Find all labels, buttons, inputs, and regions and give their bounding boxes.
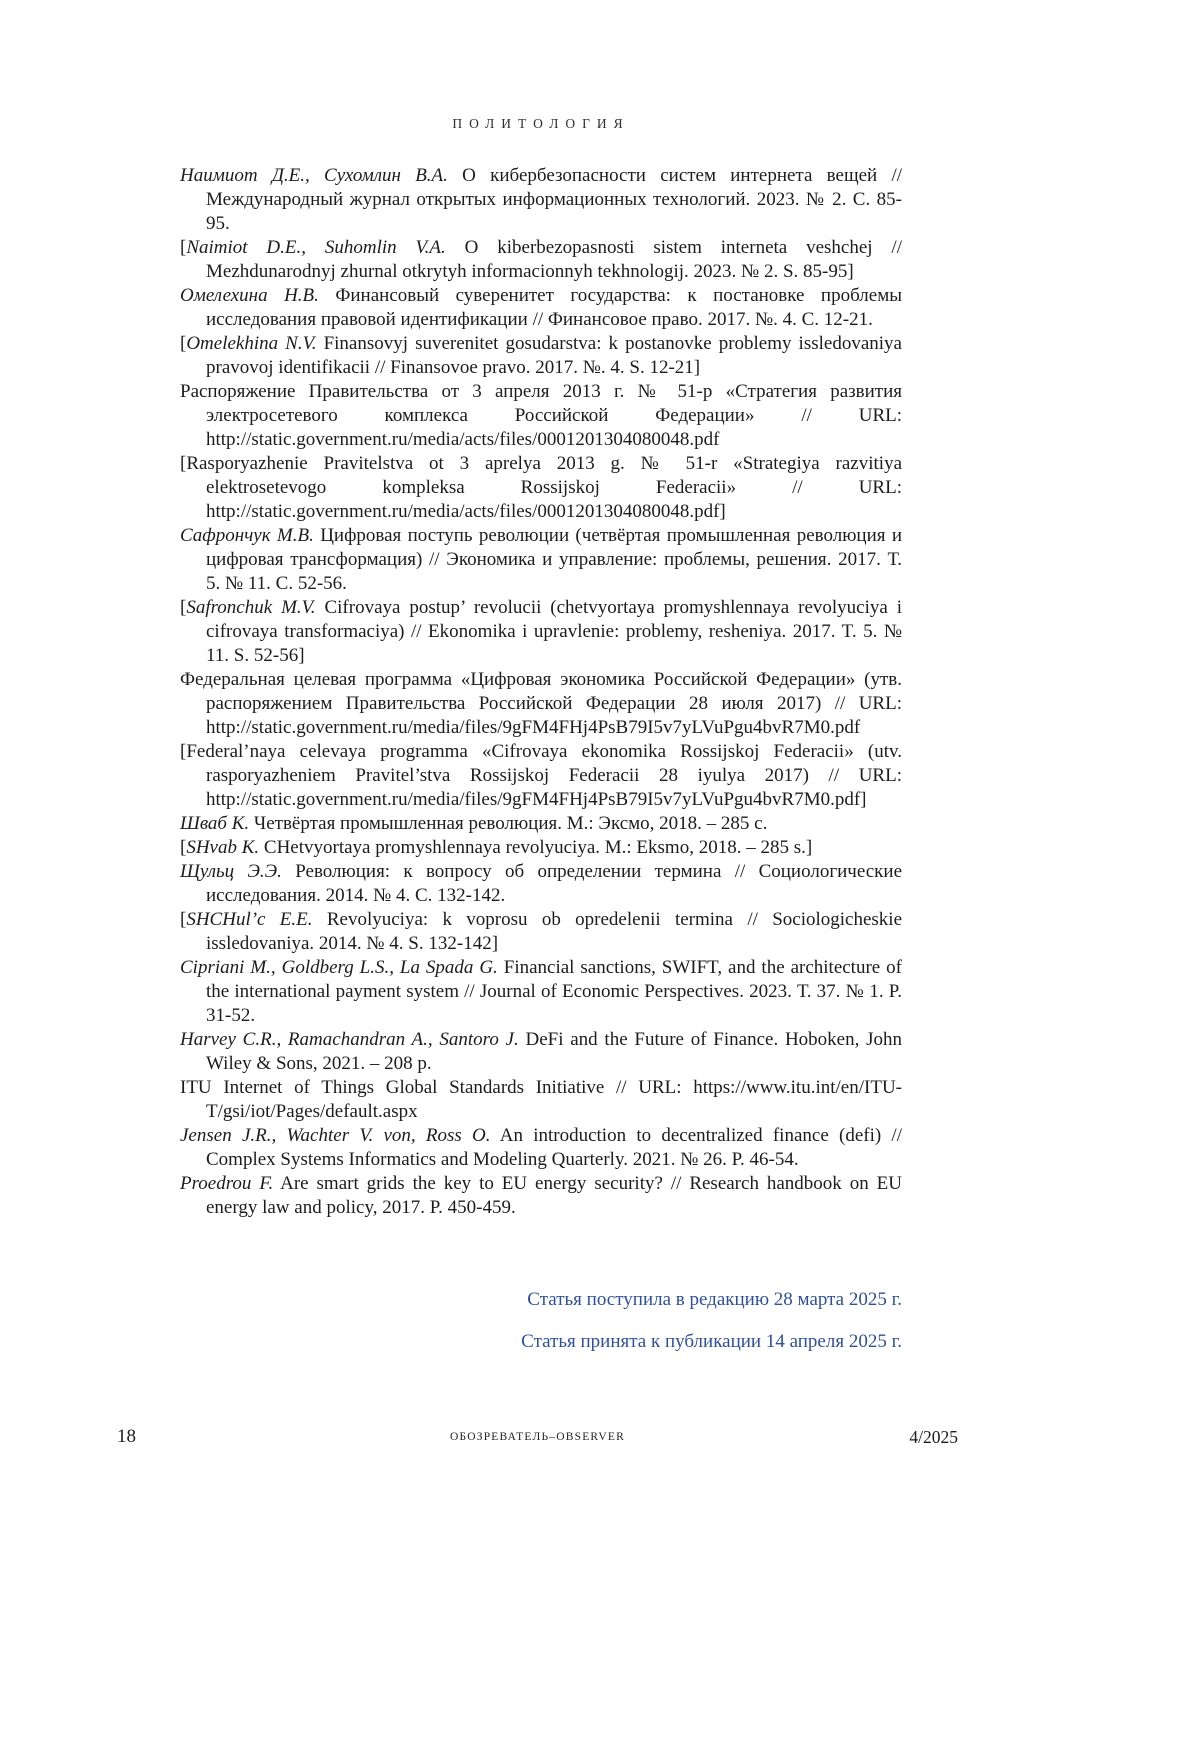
reference-text: DeFi and the Future of Finance. Hoboken, John Wiley & Sons, 2021. – 208 p. bbox=[206, 1029, 902, 1074]
reference-authors: Omelekhina N.V. bbox=[186, 333, 317, 354]
reference-item bbox=[180, 452, 902, 524]
reference-text: Financial sanctions, SWIFT, and the architecture of the international payment system // Journal of Economic Perspectives. 2023. Т. 37. № 1. P. 31-52. bbox=[206, 957, 902, 1026]
reference-item bbox=[180, 812, 902, 836]
reference-authors: Cipriani M., Goldberg L.S., La Spada G. bbox=[180, 957, 498, 978]
reference-authors: SHCHul’c E.E. bbox=[186, 909, 313, 930]
reference-list bbox=[180, 164, 902, 1220]
section-header: ПОЛИТОЛОГИЯ bbox=[452, 116, 630, 131]
reference-authors: Сафрончук М.В. bbox=[180, 525, 314, 546]
reference-text: Цифровая поступь революции (четвёртая промышленная революция и цифровая трансформация) // Экономика и управление: проблемы, решения. 2017. Т. 5. № 11. С. 52-56. bbox=[206, 525, 902, 594]
reference-text: [Rasporyazhenie Pravitelstva ot 3 aprelya 2013 g. № 51-r «Strategiya razvitiya elektrosetevogo kompleksa Rossijskoj Federacii» // URL: http://static.government.ru/media/acts/files/0001201304080048.pdf] bbox=[180, 453, 902, 522]
reference-text: ITU Internet of Things Global Standards Initiative // URL: https://www.itu.int/en/ITU-T/gsi/iot/Pages/default.aspx bbox=[180, 1077, 902, 1122]
reference-authors: Шваб К. bbox=[180, 813, 250, 834]
reference-text: Revolyuciya: k voprosu ob opredelenii termina // Sociologicheskie issledovaniya. 2014. № 4. S. 132-142] bbox=[206, 909, 903, 954]
reference-item bbox=[180, 380, 902, 452]
reference-text: Cifrovaya postup’ revolucii (chetvyortaya promyshlennaya revolyuciya i cifrovaya transformaciya) // Ekonomika i upravlenie: problemy, resheniya. 2017. T. 5. № 11. S. 52-56] bbox=[206, 597, 902, 666]
reference-text: Федеральная целевая программа «Цифровая экономика Российской Федерации» (утв. распоряжением Правительства Российской Федерации 28 июля 2017) // URL: http://static.government.ru/media/files/9gFM4FHj4PsB79I5v7yLVuPgu4bvR7M0.pdf bbox=[180, 669, 902, 738]
reference-text: [ bbox=[180, 909, 187, 930]
reference-text: Finansovyj suverenitet gosudarstva: k postanovke problemy issledovaniya pravovoj identifikacii // Finansovoe pravo. 2017. №. 4. S. 12-21] bbox=[206, 333, 902, 378]
reference-item bbox=[180, 908, 902, 956]
reference-authors: Safronchuk M.V. bbox=[186, 597, 316, 618]
page-number: 18 bbox=[117, 1426, 136, 1447]
article-accepted-date: Статья принята к публикации 14 апреля 2025 г. bbox=[521, 1331, 902, 1352]
reference-item bbox=[180, 1076, 902, 1124]
issue-number: 4/2025 bbox=[909, 1427, 958, 1447]
reference-text: [ bbox=[180, 237, 187, 258]
reference-text: [ bbox=[180, 333, 187, 354]
reference-text: [ bbox=[180, 837, 187, 858]
page-footer bbox=[117, 1426, 958, 1452]
reference-item bbox=[180, 740, 902, 812]
reference-item bbox=[180, 1172, 902, 1220]
reference-text: Финансовый суверенитет государства: к постановке проблемы исследования правовой идентификации // Финансовое право. 2017. №. 4. С. 12-21. bbox=[206, 285, 902, 330]
reference-authors: Harvey C.R., Ramachandran A., Santoro J. bbox=[180, 1029, 519, 1050]
reference-text: An introduction to decentralized finance (defi) // Complex Systems Informatics and Modeling Quarterly. 2021. № 26. P. 46-54. bbox=[206, 1125, 902, 1170]
reference-text: Четвёртая промышленная революция. М.: Эксмо, 2018. – 285 с. bbox=[249, 813, 768, 834]
reference-item bbox=[180, 164, 902, 236]
article-dates bbox=[180, 1288, 902, 1354]
reference-text: [ bbox=[180, 597, 187, 618]
reference-authors: Омелехина Н.В. bbox=[180, 285, 319, 306]
reference-item bbox=[180, 1028, 902, 1076]
reference-item bbox=[180, 524, 902, 596]
reference-authors: Naimiot D.E., Suhomlin V.A. bbox=[186, 237, 446, 258]
reference-authors: Щульц Э.Э. bbox=[180, 861, 282, 882]
reference-item bbox=[180, 956, 902, 1028]
reference-text: Распоряжение Правительства от 3 апреля 2013 г. № 51-р «Стратегия развития электросетевого комплекса Российской Федерации» // URL: http://static.government.ru/media/acts/files/0001201304080048.pdf bbox=[180, 381, 902, 450]
reference-text: Революция: к вопросу об определении термина // Социологические исследования. 2014. № 4. С. 132-142. bbox=[206, 861, 903, 906]
reference-item bbox=[180, 332, 902, 380]
reference-item bbox=[180, 284, 902, 332]
reference-item bbox=[180, 596, 902, 668]
reference-authors: Наимиот Д.Е., Сухомлин В.А. bbox=[180, 165, 448, 186]
reference-item bbox=[180, 1124, 902, 1172]
article-received-date: Статья поступила в редакцию 28 марта 2025 г. bbox=[527, 1289, 902, 1310]
journal-name: ОБОЗРЕВАТЕЛЬ–OBSERVER bbox=[450, 1431, 625, 1443]
reference-text: O kiberbezopasnosti sistem interneta veshchej // Mezhdunarodnyj zhurnal otkrytyh informacionnyh tekhnologij. 2023. № 2. S. 85-95] bbox=[206, 237, 902, 282]
reference-authors: Jensen J.R., Wachter V. von, Ross O. bbox=[180, 1125, 491, 1146]
reference-authors: Proedrou F. bbox=[180, 1173, 274, 1194]
reference-item bbox=[180, 860, 902, 908]
reference-text: О кибербезопасности систем интернета вещей // Международный журнал открытых информационных технологий. 2023. № 2. С. 85-95. bbox=[206, 165, 902, 234]
reference-authors: SHvab K. bbox=[186, 837, 260, 858]
reference-item bbox=[180, 236, 902, 284]
reference-text: CHetvyortaya promyshlennaya revolyuciya. M.: Eksmo, 2018. – 285 s.] bbox=[259, 837, 813, 858]
reference-text: Are smart grids the key to EU energy security? // Research handbook on EU energy law and policy, 2017. P. 450-459. bbox=[206, 1173, 902, 1218]
reference-item bbox=[180, 836, 902, 860]
reference-item bbox=[180, 668, 902, 740]
reference-text: [Federal’naya celevaya programma «Cifrovaya ekonomika Rossijskoj Federacii» (utv. rasporyazheniem Pravitel’stva Rossijskoj Federacii 28 iyulya 2017) // URL: http://static.government.ru/media/files/9gFM4FHj4PsB79I5v7yLVuPgu4bvR7M0.pdf] bbox=[180, 741, 902, 810]
